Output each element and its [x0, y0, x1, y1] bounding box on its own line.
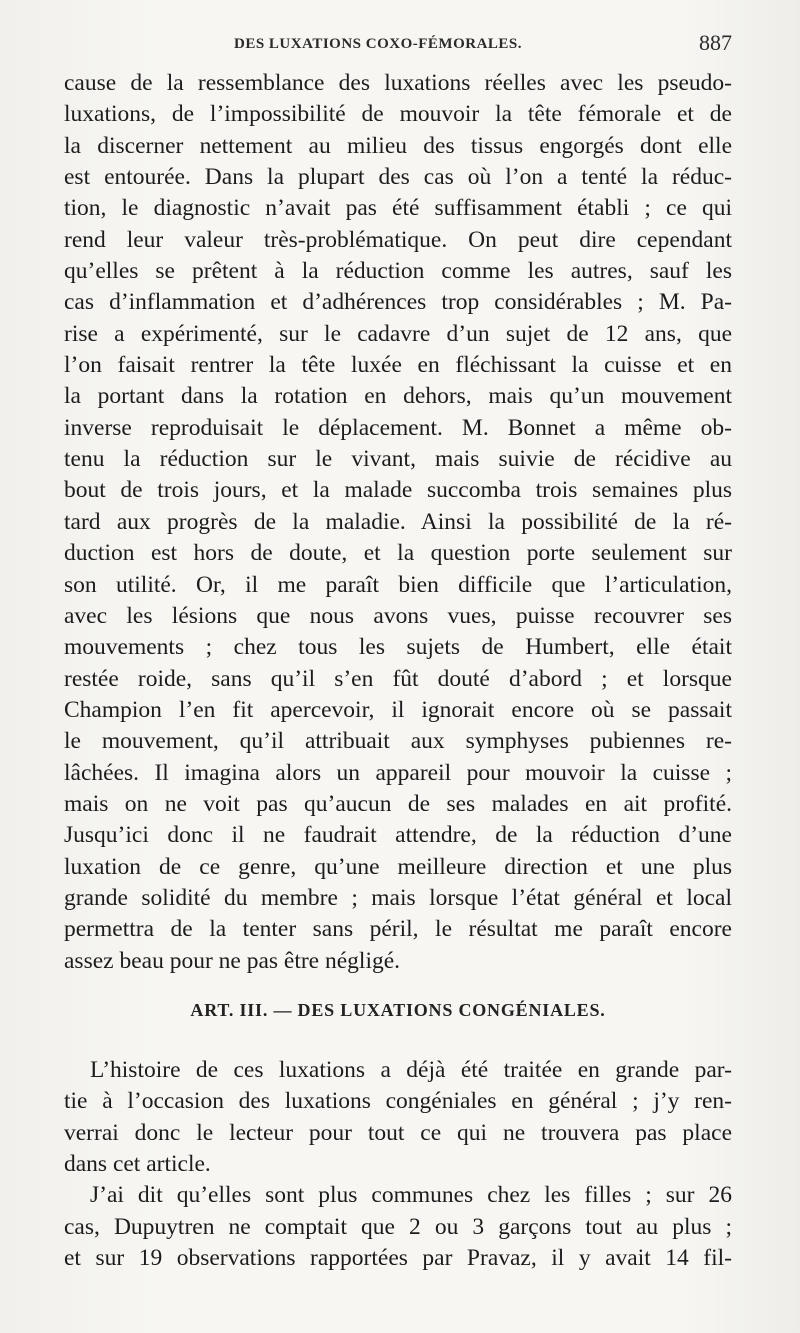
- text-line: Jusqu’ici donc il ne faudrait attendre, de la réduction d’une: [64, 822, 732, 849]
- text-line: tion, le diagnostic n’avait pas été suffisamment établi ; ce qui: [64, 195, 732, 222]
- text-line: mouvements ; chez tous les sujets de Humbert, elle était: [64, 634, 732, 661]
- text-line: Champion l’en fit apercevoir, il ignorait encore où se passait: [64, 696, 732, 723]
- text-line: inverse reproduisait le déplacement. M. Bonnet a même ob-: [64, 414, 732, 441]
- text-line: l’on faisait rentrer la tête luxée en fléchissant la cuisse et en: [64, 352, 732, 379]
- section-heading: ART. III. — DES LUXATIONS CONGÉNIALES.: [190, 1000, 606, 1020]
- text-line: bout de trois jours, et la malade succomba trois semaines plus: [64, 477, 732, 504]
- text-line: duction est hors de doute, et la question porte seulement sur: [64, 540, 732, 567]
- text-line: avec les lésions que nous avons vues, puisse recouvrer ses: [64, 602, 732, 629]
- text-line: son utilité. Or, il me paraît bien difficile que l’articulation,: [64, 571, 732, 598]
- text-line: restée roide, sans qu’il s’en fût douté d’abord ; et lorsque: [64, 665, 732, 692]
- page-header: [64, 30, 732, 60]
- text-line: luxation de ce genre, qu’une meilleure direction et une plus: [64, 853, 732, 880]
- text-line: verrai donc le lecteur pour tout ce qui ne trouvera pas place: [64, 1119, 732, 1146]
- paragraph-continuation: [64, 68, 732, 977]
- text-line: est entourée. Dans la plupart des cas où l’on a tenté la réduc-: [64, 164, 732, 191]
- text-line: cas, Dupuytren ne comptait que 2 ou 3 garçons tout au plus ;: [64, 1213, 732, 1240]
- text-line: rend leur valeur très-problématique. On peut dire cependant: [64, 226, 732, 253]
- text-line: grande solidité du membre ; mais lorsque l’état général et local: [64, 884, 732, 911]
- text-line: et sur 19 observations rapportées par Pravaz, il y avait 14 fil-: [64, 1245, 732, 1272]
- text-line: J’ai dit qu’elles sont plus communes chez les filles ; sur 26: [90, 1182, 732, 1209]
- text-line: la portant dans la rotation en dehors, mais qu’un mouvement: [64, 383, 732, 410]
- text-line: mais on ne voit pas qu’aucun de ses malades en ait profité.: [64, 790, 732, 817]
- text-line: dans cet article.: [64, 1151, 211, 1178]
- text-line: luxations, de l’impossibilité de mouvoir la tête fémorale et de: [64, 101, 732, 128]
- page-number: 887: [699, 30, 732, 55]
- text-line: le mouvement, qu’il attribuait aux symphyses pubiennes re-: [64, 728, 732, 755]
- text-line: rise a expérimenté, sur le cadavre d’un sujet de 12 ans, que: [64, 320, 732, 347]
- section-body: [64, 1055, 732, 1274]
- text-line: tard aux progrès de la maladie. Ainsi la possibilité de la ré-: [64, 508, 732, 535]
- text-line: cas d’inflammation et d’adhérences trop considérables ; M. Pa-: [64, 289, 732, 316]
- text-line: qu’elles se prêtent à la réduction comme les autres, sauf les: [64, 258, 732, 285]
- text-line: tie à l’occasion des luxations congéniales en général ; j’y ren-: [64, 1088, 732, 1115]
- text-line: assez beau pour ne pas être négligé.: [64, 947, 401, 974]
- running-head: DES LUXATIONS COXO-FÉMORALES.: [234, 36, 523, 52]
- text-line: permettra de la tenter sans péril, le résultat me paraît encore: [64, 916, 732, 943]
- text-line: L’histoire de ces luxations a déjà été traitée en grande par-: [90, 1057, 732, 1083]
- text-line: lâchées. Il imagina alors un appareil pour mouvoir la cuisse ;: [64, 759, 732, 786]
- text-line: tenu la réduction sur le vivant, mais suivie de récidive au: [64, 446, 732, 473]
- text-line: la discerner nettement au milieu des tissus engorgés dont elle: [64, 132, 732, 159]
- text-line: cause de la ressemblance des luxations réelles avec les pseudo-: [64, 70, 732, 96]
